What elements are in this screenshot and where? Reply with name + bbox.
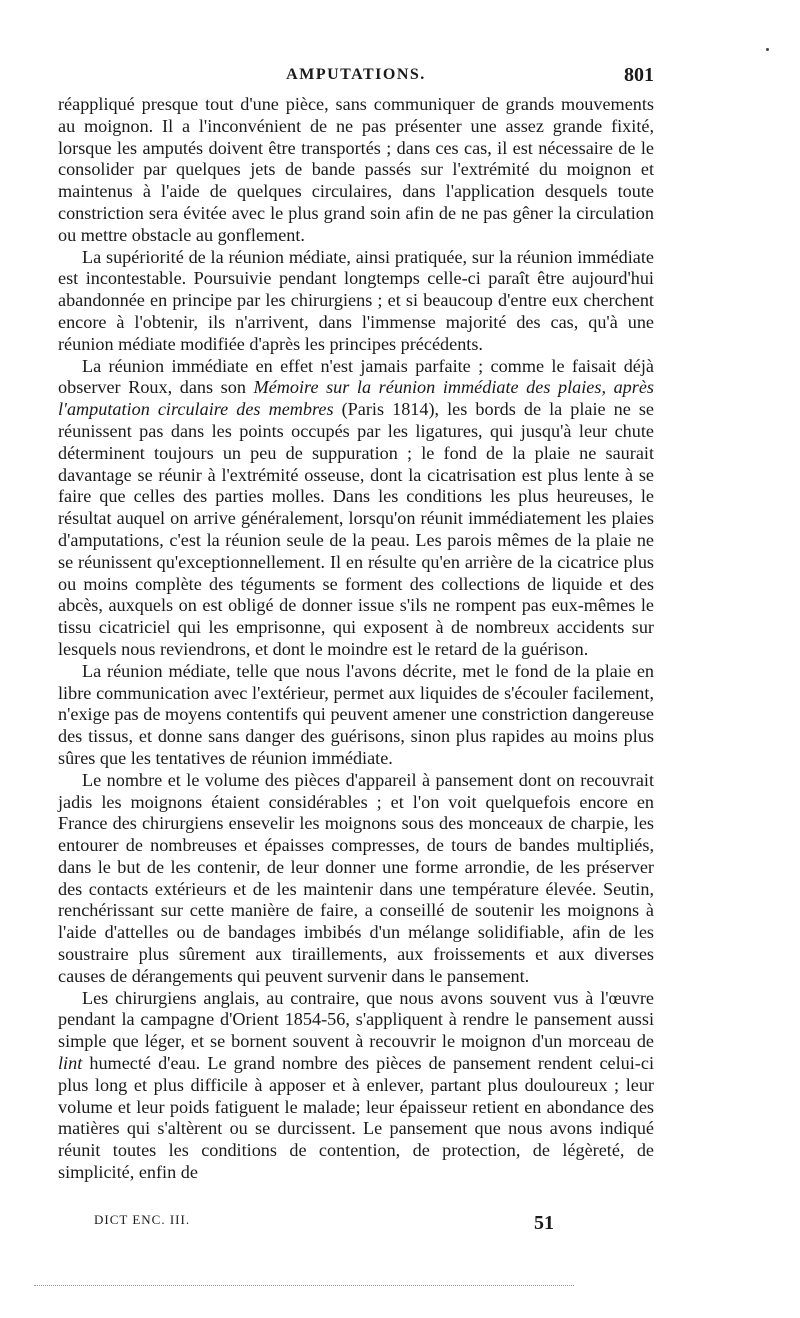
text-run: (Paris 1814), les bords de la plaie ne se réunissent pas dans les points occupés par les ligatures, qui jusqu'à leur chute déterminent toujours un peu de suppuration ; le fond de la plaie ne saurait davantage se réunir à l'extrémité osseuse, dont la cicatrisation est plus lente à se faire que celles des parties molles. Dans les conditions les plus heureuses, le résultat auquel on arrive généralement, lorsqu'on réunit immédiatement les plaies d'amputations, c'est la réunion seule de la peau. Les parois mêmes de la plaie ne se réunissent qu'exceptionnellement. Il en résulte qu'en arrière de la cicatrice plus ou moins complète des téguments se forment des collections de liquide et des abcès, auxquels on est obligé de donner issue s'ils ne rompent pas eux-mêmes le tissu cicatriciel qui les emprisonne, qui exposent à de nombreux accidents sur lesquels nous reviendrons, et dont le moindre est le retard de la guérison. (58, 399, 655, 659)
text-run: La supériorité de la réunion médiate, ainsi pratiquée, sur la réunion immédiate est incontestable. Poursuivie pendant longtemps celle-ci paraît être aujourd'hui abandonnée en principe par les chirurgiens ; et si beaucoup d'entre eux cherchent encore à l'obtenir, ils n'arrivent, dans l'immense majorité des cas, qu'à une réunion médiate modifiée d'après les principes précédents. (58, 246, 654, 354)
italic-title: lint (58, 1053, 83, 1074)
running-title: AMPUTATIONS. (286, 66, 426, 83)
page-number: 801 (624, 64, 654, 86)
paragraph (58, 770, 654, 988)
text-run: humecté d'eau. Le grand nombre des pièces de pansement rendent celui-ci plus long et plus difficile à apposer et à enlever, partant plus douloureux ; leur volume et leur poids fatiguent le malade; leur épaisseur retient en abondance des matières qui s'altèrent ou se durcissent. Le pansement que nous avons indiqué réunit toutes les conditions de contention, de protection, de légèreté, de simplicité, enfin de (58, 1053, 654, 1183)
text-run: Le nombre et le volume des pièces d'appareil à pansement dont on recouvrait jadis les moignons étaient considérables ; et l'on voit quelquefois encore en France des chirurgiens ensevelir les moignons sous des monceaux de charpie, les entourer de nombreuses et épaisses compresses, de tours de bandes multipliés, dans le but de les contenir, de leur donner une forme arrondie, de les préserver des contacts extérieurs et de les maintenir dans une température élevée. Seutin, renchérissant sur cette manière de faire, a conseillé de soutenir les moignons à l'aide d'attelles ou de bandages imbibés d'un mélange solidifiable, afin de les soustraire plus sûrement aux tiraillements, aux froissements et aux diverses causes de dérangements qui peuvent survenir dans le pansement. (58, 769, 654, 986)
margin-speck (766, 48, 769, 51)
body-text (58, 94, 654, 1184)
running-header (58, 64, 654, 90)
text-run: réappliqué presque tout d'une pièce, sans communiquer de grands mouvements au moignon. Il a l'inconvénient de ne pas présenter une assez grande fixité, lorsque les amputés doivent être transportés ; dans ces cas, il est nécessaire de le consolider par quelques jets de bande passés sur l'extrémité du moignon et maintenus à l'aide de quelques circulaires, dans l'application desquels toute constriction sera évitée avec le plus grand soin afin de ne pas gêner la circulation ou mettre obstacle au gonflement. (58, 94, 654, 245)
paragraph (58, 247, 654, 356)
paragraph (58, 94, 654, 247)
page-footer (58, 1204, 654, 1244)
bottom-dotted-rule (34, 1285, 574, 1286)
paragraph (58, 988, 654, 1184)
text-run: La réunion immédiate en effet n'est jamais parfaite ; comme le faisait déjà observer Roux, dans son (58, 355, 654, 398)
printer-signature: DICT ENC. III. (94, 1212, 191, 1227)
paragraph (58, 661, 654, 770)
text-run: La réunion médiate, telle que nous l'avons décrite, met le fond de la plaie en libre communication avec l'extérieur, permet aux liquides de s'écouler facilement, n'exige pas de moyens contentifs qui peuvent amener une constriction dangereuse des tissus, et donne sans danger des guérisons, sinon plus rapides au moins plus sûres que les tentatives de réunion immédiate. (58, 660, 654, 768)
italic-title: Mémoire sur la réunion immédiate des plaies, après l'amputation circulaire des membres (58, 377, 654, 420)
sheet-number: 51 (534, 1212, 554, 1234)
text-run: Les chirurgiens anglais, au contraire, que nous avons souvent vus à l'œuvre pendant la campagne d'Orient 1854-56, s'appliquent à rendre le pansement aussi simple que léger, et se bornent souvent à recouvrir le moignon d'un morceau de (58, 987, 654, 1052)
paragraph (58, 356, 654, 661)
